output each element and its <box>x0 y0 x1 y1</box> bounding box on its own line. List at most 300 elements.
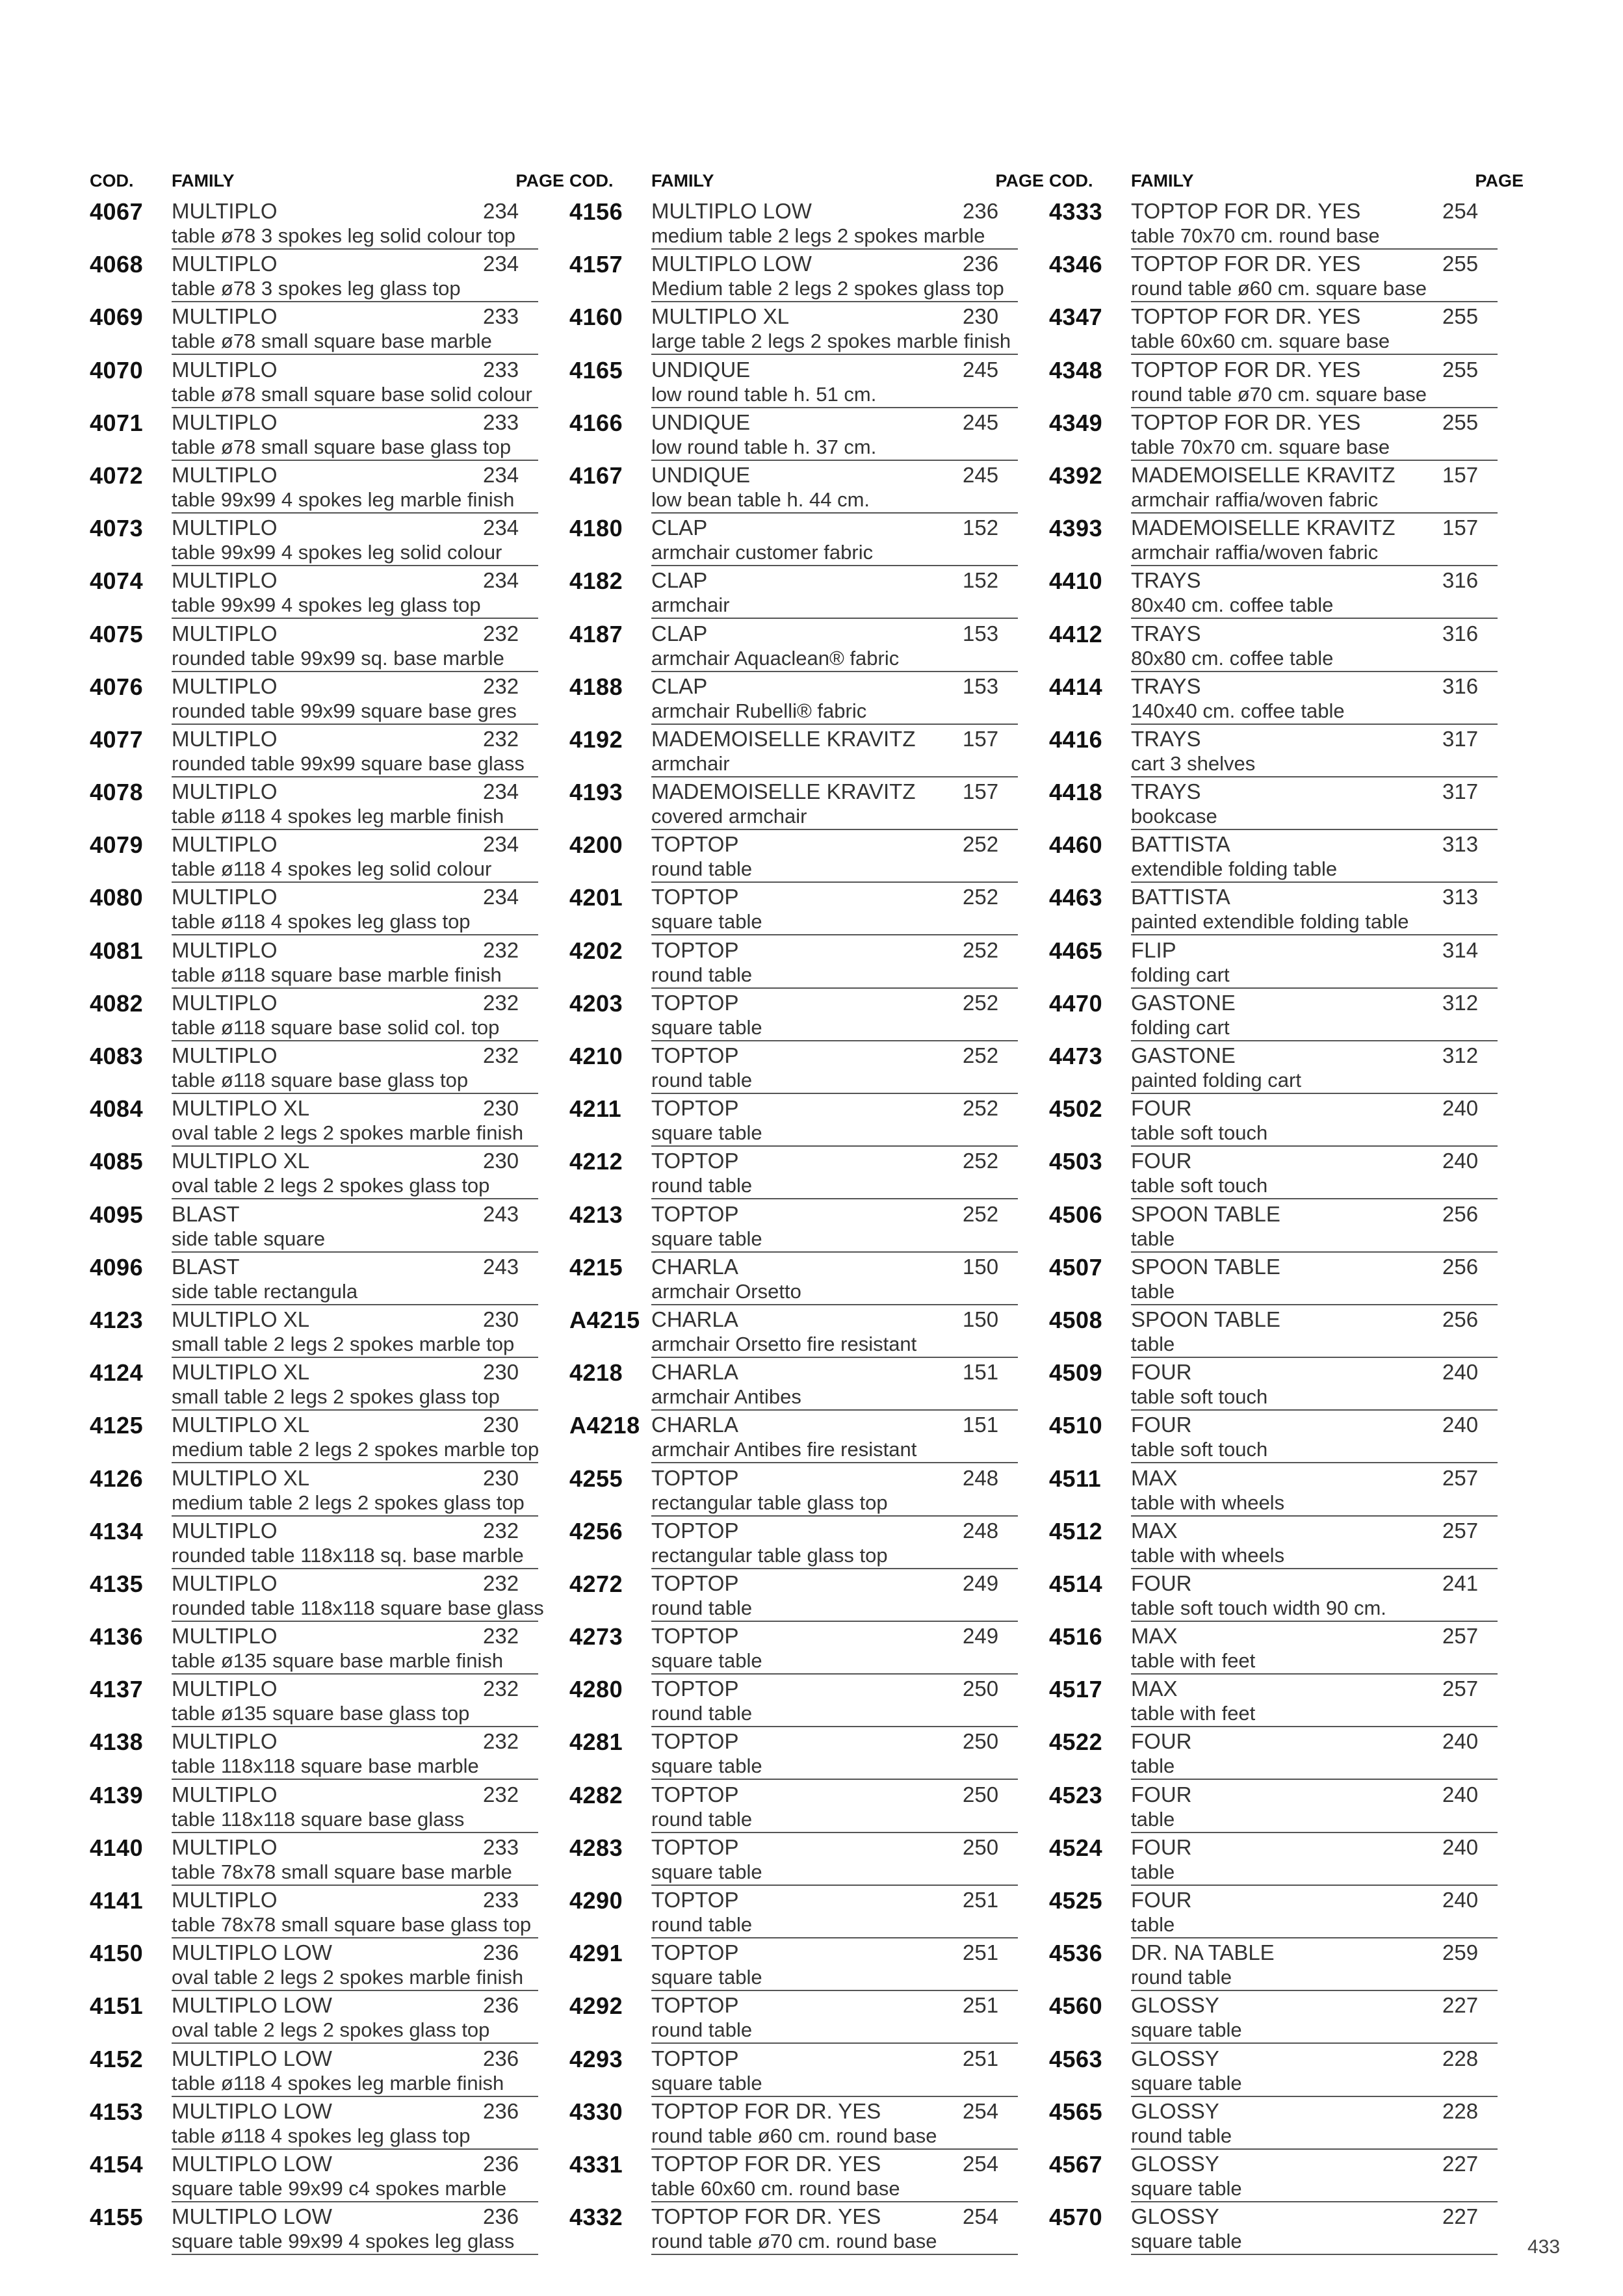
index-entry <box>90 1675 564 1727</box>
family-name: GASTONE <box>1131 990 1236 1015</box>
page-ref[interactable]: 250 <box>963 1782 999 1807</box>
page-ref[interactable]: 234 <box>483 779 519 804</box>
product-code: 4292 <box>569 1992 623 2020</box>
product-description: table <box>1131 1755 1175 1778</box>
page-ref[interactable]: 232 <box>483 1043 519 1067</box>
product-description: medium table 2 legs 2 spokes glass top <box>172 1491 525 1514</box>
product-description: square table <box>651 1121 762 1145</box>
product-code: 4333 <box>1049 198 1103 225</box>
page-ref[interactable]: 232 <box>483 990 519 1015</box>
product-description: medium table 2 legs 2 spokes marble top <box>172 1438 539 1461</box>
family-name: TOPTOP <box>651 1888 739 1912</box>
family-name: TOPTOP FOR DR. YES <box>1131 410 1361 434</box>
index-entry <box>1049 1833 1524 1886</box>
family-name: CLAP <box>651 621 708 646</box>
product-code: 4348 <box>1049 356 1103 384</box>
index-entry <box>1049 936 1524 989</box>
family-name: MULTIPLO <box>172 199 278 223</box>
product-code: 4509 <box>1049 1359 1103 1387</box>
index-entry <box>90 514 564 566</box>
index-entry <box>1049 989 1524 1041</box>
product-code: 4124 <box>90 1359 144 1387</box>
product-description: small table 2 legs 2 spokes marble top <box>172 1332 515 1355</box>
page-ref[interactable]: 150 <box>963 1254 999 1279</box>
family-name: MADEMOISELLE KRAVITZ <box>1131 462 1396 487</box>
page-ref[interactable]: 249 <box>963 1624 999 1649</box>
product-code: 4412 <box>1049 620 1103 647</box>
family-name: MULTIPLO <box>172 937 278 962</box>
family-name: MULTIPLO XL <box>172 1149 310 1173</box>
product-description: table <box>1131 1860 1175 1883</box>
product-description: low round table h. 37 cm. <box>651 435 877 458</box>
page-ref[interactable]: 240 <box>1442 1729 1479 1754</box>
page-ref[interactable]: 243 <box>483 1254 519 1279</box>
page-ref[interactable]: 232 <box>483 726 519 751</box>
product-code: 4560 <box>1049 1992 1103 2020</box>
page-ref[interactable]: 245 <box>963 462 999 487</box>
page-ref[interactable]: 234 <box>483 832 519 857</box>
page-ref[interactable]: 241 <box>1442 1571 1479 1595</box>
family-name: UNDIQUE <box>651 462 751 487</box>
page-ref[interactable]: 316 <box>1442 673 1479 698</box>
page-ref[interactable]: 240 <box>1442 1096 1479 1121</box>
product-description: table ø78 small square base solid colour <box>172 382 532 406</box>
page-ref[interactable]: 312 <box>1442 1043 1479 1067</box>
page-ref[interactable]: 252 <box>963 1149 999 1173</box>
product-description: round table ø60 cm. round base <box>651 2124 937 2147</box>
page-ref[interactable]: 232 <box>483 1518 519 1543</box>
column-header <box>90 166 564 197</box>
product-description: square table <box>651 1755 762 1778</box>
page-ref[interactable]: 157 <box>1442 515 1479 540</box>
product-description: square table <box>651 1015 762 1039</box>
product-description: table ø118 4 spokes leg glass top <box>172 2124 471 2147</box>
product-code: 4393 <box>1049 515 1103 542</box>
page-ref[interactable]: 232 <box>483 1676 519 1701</box>
page-ref[interactable]: 234 <box>483 199 519 223</box>
page-ref[interactable]: 251 <box>963 1940 999 1965</box>
page-ref[interactable]: 230 <box>483 1307 519 1331</box>
page-ref[interactable]: 243 <box>483 1201 519 1226</box>
page-ref[interactable]: 314 <box>1442 937 1479 962</box>
product-description: oval table 2 legs 2 spokes glass top <box>172 2018 490 2042</box>
family-name: MULTIPLO <box>172 1834 278 1859</box>
index-entry <box>1049 2150 1524 2202</box>
product-code: 4076 <box>90 673 144 700</box>
page-ref[interactable]: 254 <box>963 2204 999 2229</box>
page-ref[interactable]: 232 <box>483 1729 519 1754</box>
header-family: FAMILY <box>1131 171 1194 190</box>
page-ref[interactable]: 227 <box>1442 1993 1479 2018</box>
product-code: 4418 <box>1049 779 1103 806</box>
index-entry <box>90 566 564 619</box>
product-code: 4155 <box>90 2204 144 2231</box>
page-ref[interactable]: 236 <box>483 2046 519 2070</box>
header-family: FAMILY <box>651 171 714 190</box>
index-entry <box>1049 620 1524 672</box>
page-ref[interactable]: 234 <box>483 462 519 487</box>
index-entry <box>1049 672 1524 725</box>
page-ref[interactable]: 252 <box>963 937 999 962</box>
page-ref[interactable]: 228 <box>1442 2098 1479 2123</box>
product-code: 4134 <box>90 1517 144 1545</box>
family-name: GLOSSY <box>1131 2151 1219 2176</box>
page-ref[interactable]: 251 <box>963 1993 999 2018</box>
product-description: rounded table 118x118 square base glass <box>172 1596 544 1619</box>
page-ref[interactable]: 236 <box>963 252 999 276</box>
page-ref[interactable]: 236 <box>483 1993 519 2018</box>
product-code: 4095 <box>90 1201 144 1228</box>
page-ref[interactable]: 150 <box>963 1307 999 1331</box>
family-name: MULTIPLO LOW <box>651 199 812 223</box>
page-ref[interactable]: 254 <box>1442 199 1479 223</box>
product-description: square table <box>651 1860 762 1883</box>
page-ref[interactable]: 240 <box>1442 1834 1479 1859</box>
product-code: 4523 <box>1049 1781 1103 1808</box>
page-ref[interactable]: 153 <box>963 621 999 646</box>
page-ref[interactable]: 230 <box>963 304 999 329</box>
page-ref[interactable]: 151 <box>963 1413 999 1437</box>
page-ref[interactable]: 240 <box>1442 1413 1479 1437</box>
page-ref[interactable]: 157 <box>963 779 999 804</box>
page-ref[interactable]: 232 <box>483 1571 519 1595</box>
index-entry <box>90 1622 564 1675</box>
page-ref[interactable]: 240 <box>1442 1782 1479 1807</box>
index-entry <box>569 250 1044 302</box>
page-ref[interactable]: 316 <box>1442 568 1479 593</box>
index-entry <box>90 883 564 935</box>
product-code: 4187 <box>569 620 623 647</box>
page-ref[interactable]: 249 <box>963 1571 999 1595</box>
page-ref[interactable]: 151 <box>963 1360 999 1385</box>
index-entry <box>90 620 564 672</box>
index-entry <box>1049 408 1524 461</box>
family-name: TOPTOP <box>651 990 739 1015</box>
page-ref[interactable]: 236 <box>963 199 999 223</box>
page-ref[interactable]: 316 <box>1442 621 1479 646</box>
page-ref[interactable]: 245 <box>963 357 999 382</box>
product-description: large table 2 legs 2 spokes marble finish <box>651 330 1011 353</box>
page-ref[interactable]: 254 <box>963 2098 999 2123</box>
product-code: 4077 <box>90 725 144 753</box>
product-code: 4083 <box>90 1043 144 1069</box>
page-ref[interactable]: 230 <box>483 1149 519 1173</box>
page-ref[interactable]: 227 <box>1442 2151 1479 2176</box>
family-name: MULTIPLO <box>172 1043 278 1067</box>
product-description: armchair raffia/woven fabric <box>1131 541 1379 564</box>
family-name: TOPTOP <box>651 1465 739 1490</box>
product-code: 4165 <box>569 356 623 384</box>
page-ref[interactable]: 240 <box>1442 1360 1479 1385</box>
page-ref[interactable]: 250 <box>963 1729 999 1754</box>
page-ref[interactable]: 259 <box>1442 1940 1479 1965</box>
index-column <box>569 166 1044 2255</box>
page-ref[interactable]: 236 <box>483 2098 519 2123</box>
page-ref[interactable]: 234 <box>483 252 519 276</box>
page-ref[interactable]: 256 <box>1442 1254 1479 1279</box>
index-entry <box>90 1938 564 1991</box>
family-name: CHARLA <box>651 1254 738 1279</box>
header-cod: COD. <box>90 171 134 190</box>
family-name: BATTISTA <box>1131 832 1230 857</box>
page-ref[interactable]: 227 <box>1442 2204 1479 2229</box>
index-entry <box>90 197 564 250</box>
product-description: round table <box>651 1702 753 1725</box>
product-code: 4213 <box>569 1201 623 1228</box>
page-ref[interactable]: 234 <box>483 885 519 909</box>
product-description: round table <box>651 1596 753 1619</box>
product-code: 4070 <box>90 356 144 384</box>
product-code: 4256 <box>569 1517 623 1545</box>
page-ref[interactable]: 255 <box>1442 357 1479 382</box>
index-entry <box>1049 1781 1524 1833</box>
index-entry <box>569 830 1044 883</box>
page-ref[interactable]: 236 <box>483 2204 519 2229</box>
page-ref[interactable]: 240 <box>1442 1888 1479 1912</box>
page-ref[interactable]: 245 <box>963 410 999 434</box>
page-ref[interactable]: 255 <box>1442 252 1479 276</box>
index-column <box>1049 166 1524 2255</box>
family-name: MADEMOISELLE KRAVITZ <box>651 726 916 751</box>
product-code: 4281 <box>569 1729 623 1756</box>
page-ref[interactable]: 157 <box>1442 462 1479 487</box>
family-name: MULTIPLO <box>172 779 278 804</box>
index-entry <box>569 1886 1044 1938</box>
index-entry <box>1049 883 1524 935</box>
page-ref[interactable]: 153 <box>963 673 999 698</box>
page-ref[interactable]: 257 <box>1442 1465 1479 1490</box>
page-ref[interactable]: 252 <box>963 1043 999 1067</box>
product-description: table with wheels <box>1131 1543 1285 1567</box>
family-name: MULTIPLO <box>172 832 278 857</box>
product-description: table ø118 4 spokes leg solid colour <box>172 857 492 881</box>
family-name: UNDIQUE <box>651 410 751 434</box>
product-code: 4166 <box>569 409 623 436</box>
product-description: oval table 2 legs 2 spokes glass top <box>172 1174 490 1197</box>
page-ref[interactable]: 236 <box>483 2151 519 2176</box>
product-code: 4135 <box>90 1570 144 1597</box>
product-code: 4291 <box>569 1940 623 1967</box>
family-name: MULTIPLO <box>172 1571 278 1595</box>
product-description: round table <box>651 857 753 881</box>
page-ref[interactable]: 234 <box>483 568 519 593</box>
entry-list <box>569 197 1044 2255</box>
family-name: TOPTOP <box>651 1518 739 1543</box>
page-ref[interactable]: 313 <box>1442 885 1479 909</box>
product-description: round table ø60 cm. square base <box>1131 277 1427 300</box>
product-description: table with wheels <box>1131 1491 1285 1514</box>
family-name: SPOON TABLE <box>1131 1307 1280 1331</box>
index-entry <box>90 2097 564 2150</box>
page-ref[interactable]: 256 <box>1442 1201 1479 1226</box>
index-entry <box>569 1727 1044 1780</box>
page-ref[interactable]: 252 <box>963 990 999 1015</box>
family-name: MULTIPLO <box>172 990 278 1015</box>
index-entry <box>90 1464 564 1517</box>
page-ref[interactable]: 233 <box>483 410 519 434</box>
product-code: 4465 <box>1049 937 1103 964</box>
page-ref[interactable]: 252 <box>963 1201 999 1226</box>
family-name: MULTIPLO <box>172 252 278 276</box>
family-name: CLAP <box>651 515 708 540</box>
page-ref[interactable]: 257 <box>1442 1518 1479 1543</box>
product-code: 4141 <box>90 1887 144 1914</box>
page-ref[interactable]: 254 <box>963 2151 999 2176</box>
family-name: FLIP <box>1131 937 1176 962</box>
index-entry <box>1049 1938 1524 1991</box>
product-description: folding cart <box>1131 963 1230 986</box>
index-entry <box>569 883 1044 935</box>
page-ref[interactable]: 233 <box>483 304 519 329</box>
page-ref[interactable]: 232 <box>483 937 519 962</box>
header-page: PAGE <box>515 171 564 190</box>
product-code: 4081 <box>90 937 144 964</box>
product-code: 4410 <box>1049 567 1103 595</box>
page-ref[interactable]: 257 <box>1442 1624 1479 1649</box>
page-ref[interactable]: 251 <box>963 1888 999 1912</box>
product-description: table 60x60 cm. square base <box>1131 330 1390 353</box>
index-entry <box>90 2202 564 2255</box>
product-code: 4517 <box>1049 1676 1103 1703</box>
family-name: TOPTOP <box>651 1782 739 1807</box>
family-name: GLOSSY <box>1131 1993 1219 2018</box>
page-ref[interactable]: 256 <box>1442 1307 1479 1331</box>
page-ref[interactable]: 157 <box>963 726 999 751</box>
product-code: 4074 <box>90 567 144 595</box>
index-entry <box>569 197 1044 250</box>
page-ref[interactable]: 317 <box>1442 726 1479 751</box>
product-description: armchair Orsetto <box>651 1279 801 1303</box>
index-entry <box>569 514 1044 566</box>
family-name: BLAST <box>172 1201 240 1226</box>
index-entry <box>569 1569 1044 1622</box>
page-ref[interactable]: 255 <box>1442 304 1479 329</box>
product-description: table ø118 square base glass top <box>172 1069 469 1091</box>
product-description: table 78x78 small square base glass top <box>172 1913 532 1936</box>
product-code: 4156 <box>569 198 623 225</box>
family-name: TOPTOP <box>651 885 739 909</box>
page-ref[interactable]: 317 <box>1442 779 1479 804</box>
product-code: 4071 <box>90 409 144 436</box>
product-code: 4460 <box>1049 831 1103 859</box>
product-code: 4514 <box>1049 1570 1103 1597</box>
index-entry <box>90 1727 564 1780</box>
entry-list <box>1049 197 1524 2255</box>
page-ref[interactable]: 230 <box>483 1413 519 1437</box>
index-entry <box>1049 2097 1524 2150</box>
header-page: PAGE <box>995 171 1044 190</box>
family-name: TOPTOP <box>651 1993 739 2018</box>
family-name: TOPTOP FOR DR. YES <box>651 2151 881 2176</box>
family-name: TOPTOP <box>651 1571 739 1595</box>
entry-list <box>90 197 564 2255</box>
page-ref[interactable]: 232 <box>483 673 519 698</box>
page-ref[interactable]: 313 <box>1442 832 1479 857</box>
family-name: MAX <box>1131 1465 1178 1490</box>
page-ref[interactable]: 250 <box>963 1834 999 1859</box>
product-description: table <box>1131 1332 1175 1355</box>
product-description: table 70x70 cm. round base <box>1131 224 1380 247</box>
product-description: table soft touch <box>1131 1174 1268 1197</box>
index-entry <box>90 989 564 1041</box>
page-ref[interactable]: 228 <box>1442 2046 1479 2070</box>
page-ref[interactable]: 248 <box>963 1465 999 1490</box>
family-name: CLAP <box>651 568 708 593</box>
product-description: table ø78 small square base marble <box>172 330 492 353</box>
page-ref[interactable]: 152 <box>963 515 999 540</box>
page-ref[interactable]: 230 <box>483 1096 519 1121</box>
family-name: CHARLA <box>651 1307 738 1331</box>
page-ref[interactable]: 234 <box>483 515 519 540</box>
header-family: FAMILY <box>172 171 235 190</box>
product-description: table 78x78 small square base marble <box>172 1860 512 1883</box>
index-entry <box>90 302 564 355</box>
product-description: oval table 2 legs 2 spokes marble finish <box>172 1121 524 1145</box>
page-ref[interactable]: 230 <box>483 1465 519 1490</box>
page-ref[interactable]: 233 <box>483 357 519 382</box>
product-code: 4200 <box>569 831 623 859</box>
page-ref[interactable]: 230 <box>483 1360 519 1385</box>
page-ref[interactable]: 232 <box>483 1782 519 1807</box>
page-ref[interactable]: 233 <box>483 1834 519 1859</box>
product-code: 4212 <box>569 1148 623 1175</box>
page-ref[interactable]: 255 <box>1442 410 1479 434</box>
product-description: round table <box>651 1174 753 1197</box>
family-name: UNDIQUE <box>651 357 751 382</box>
index-entry <box>90 250 564 302</box>
product-description: armchair <box>651 594 730 617</box>
product-description: square table <box>651 1649 762 1673</box>
family-name: MULTIPLO <box>172 410 278 434</box>
product-description: table 99x99 4 spokes leg solid colour <box>172 541 502 564</box>
product-code: 4154 <box>90 2150 144 2178</box>
index-entry <box>569 1517 1044 1569</box>
product-code: 4182 <box>569 567 623 595</box>
page-ref[interactable]: 257 <box>1442 1676 1479 1701</box>
product-description: armchair Orsetto fire resistant <box>651 1332 917 1355</box>
index-entry <box>1049 1675 1524 1727</box>
product-code: 4150 <box>90 1940 144 1967</box>
page-ref[interactable]: 312 <box>1442 990 1479 1015</box>
page-ref[interactable]: 252 <box>963 885 999 909</box>
product-code: 4392 <box>1049 462 1103 489</box>
page-ref[interactable]: 252 <box>963 1096 999 1121</box>
page-ref[interactable]: 252 <box>963 832 999 857</box>
page-ref[interactable]: 240 <box>1442 1149 1479 1173</box>
family-name: MULTIPLO LOW <box>651 252 812 276</box>
family-name: FOUR <box>1131 1834 1192 1859</box>
page-ref[interactable]: 248 <box>963 1518 999 1543</box>
page-ref[interactable]: 250 <box>963 1676 999 1701</box>
index-entry <box>569 725 1044 777</box>
product-description: rounded table 99x99 square base gres <box>172 699 517 722</box>
product-description: round table ø70 cm. square base <box>1131 382 1427 406</box>
index-entry <box>90 1041 564 1094</box>
product-description: table 118x118 square base marble <box>172 1755 479 1778</box>
index-entry <box>90 1200 564 1253</box>
page-ref[interactable]: 251 <box>963 2046 999 2070</box>
index-entry <box>1049 1727 1524 1780</box>
column-header <box>1049 166 1524 197</box>
family-name: TRAYS <box>1131 779 1201 804</box>
page-ref[interactable]: 233 <box>483 1888 519 1912</box>
family-name: MULTIPLO <box>172 1729 278 1754</box>
page-ref[interactable]: 236 <box>483 1940 519 1965</box>
product-code: 4192 <box>569 725 623 753</box>
page-ref[interactable]: 152 <box>963 568 999 593</box>
page-ref[interactable]: 232 <box>483 621 519 646</box>
page-ref[interactable]: 232 <box>483 1624 519 1649</box>
